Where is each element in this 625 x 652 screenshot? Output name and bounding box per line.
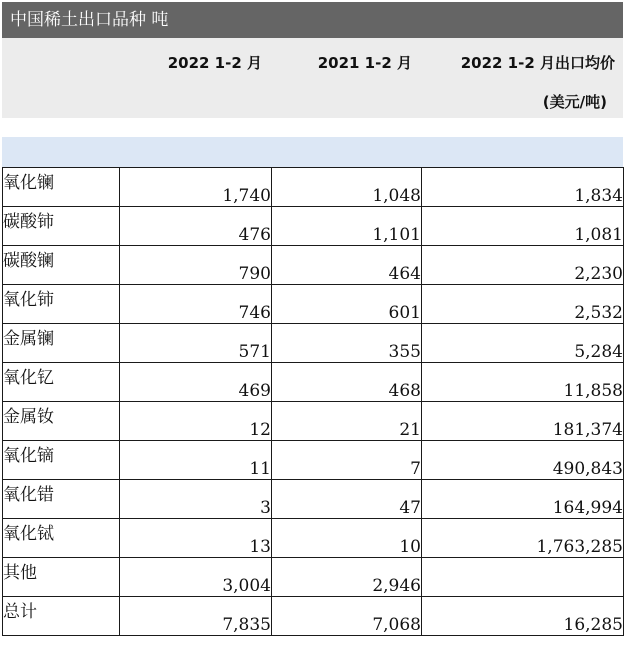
- product-name: 氧化镝: [3, 441, 120, 480]
- value-2021: 7,068: [272, 597, 422, 636]
- value-2021: 601: [272, 285, 422, 324]
- product-name: 氧化铽: [3, 519, 120, 558]
- product-name: 其他: [3, 558, 120, 597]
- avg-price: 11,858: [422, 363, 624, 402]
- avg-price: 1,081: [422, 207, 624, 246]
- product-name: 金属镧: [3, 324, 120, 363]
- table-row: [3, 480, 624, 519]
- value-2021: 47: [272, 480, 422, 519]
- section-band: [2, 137, 623, 167]
- table-row: [3, 558, 624, 597]
- table-row: [3, 441, 624, 480]
- table-row: [3, 519, 624, 558]
- product-name: 金属钕: [3, 402, 120, 441]
- table-row: [3, 363, 624, 402]
- value-2022: 11: [120, 441, 272, 480]
- value-2022: 7,835: [120, 597, 272, 636]
- avg-price: 164,994: [422, 480, 624, 519]
- avg-price: 1,834: [422, 168, 624, 207]
- table-row: [3, 207, 624, 246]
- product-name: 氧化铈: [3, 285, 120, 324]
- value-2021: 21: [272, 402, 422, 441]
- table-row: [3, 168, 624, 207]
- column-header-band: [2, 38, 623, 118]
- product-name: 氧化镧: [3, 168, 120, 207]
- value-2022: 13: [120, 519, 272, 558]
- avg-price: [422, 558, 624, 597]
- table-row: [3, 246, 624, 285]
- table-title: 中国稀土出口品种 吨: [2, 2, 623, 38]
- value-2021: 10: [272, 519, 422, 558]
- value-2021: 1,048: [272, 168, 422, 207]
- table-row: [3, 324, 624, 363]
- table-row: [3, 597, 624, 636]
- table-row: [3, 285, 624, 324]
- value-2022: 476: [120, 207, 272, 246]
- product-name: 氧化钇: [3, 363, 120, 402]
- value-2022: 1,740: [120, 168, 272, 207]
- value-2021: 1,101: [272, 207, 422, 246]
- header-avg-price: 2022 1-2 月出口均价: [460, 54, 615, 72]
- value-2021: 464: [272, 246, 422, 285]
- product-name: 氧化错: [3, 480, 120, 519]
- value-2022: 571: [120, 324, 272, 363]
- header-avg-price-unit: (美元/吨): [542, 93, 607, 111]
- product-name: 总计: [3, 597, 120, 636]
- header-2021: 2021 1-2 月: [317, 54, 412, 72]
- avg-price: 2,532: [422, 285, 624, 324]
- value-2022: 12: [120, 402, 272, 441]
- avg-price: 1,763,285: [422, 519, 624, 558]
- avg-price: 2,230: [422, 246, 624, 285]
- value-2021: 355: [272, 324, 422, 363]
- avg-price: 490,843: [422, 441, 624, 480]
- value-2022: 3: [120, 480, 272, 519]
- header-2022: 2022 1-2 月: [167, 54, 262, 72]
- export-table: [2, 167, 624, 636]
- value-2021: 2,946: [272, 558, 422, 597]
- value-2022: 469: [120, 363, 272, 402]
- value-2021: 468: [272, 363, 422, 402]
- avg-price: 5,284: [422, 324, 624, 363]
- avg-price: 181,374: [422, 402, 624, 441]
- product-name: 碳酸镧: [3, 246, 120, 285]
- value-2021: 7: [272, 441, 422, 480]
- avg-price: 16,285: [422, 597, 624, 636]
- value-2022: 790: [120, 246, 272, 285]
- table-row: [3, 402, 624, 441]
- value-2022: 3,004: [120, 558, 272, 597]
- value-2022: 746: [120, 285, 272, 324]
- product-name: 碳酸铈: [3, 207, 120, 246]
